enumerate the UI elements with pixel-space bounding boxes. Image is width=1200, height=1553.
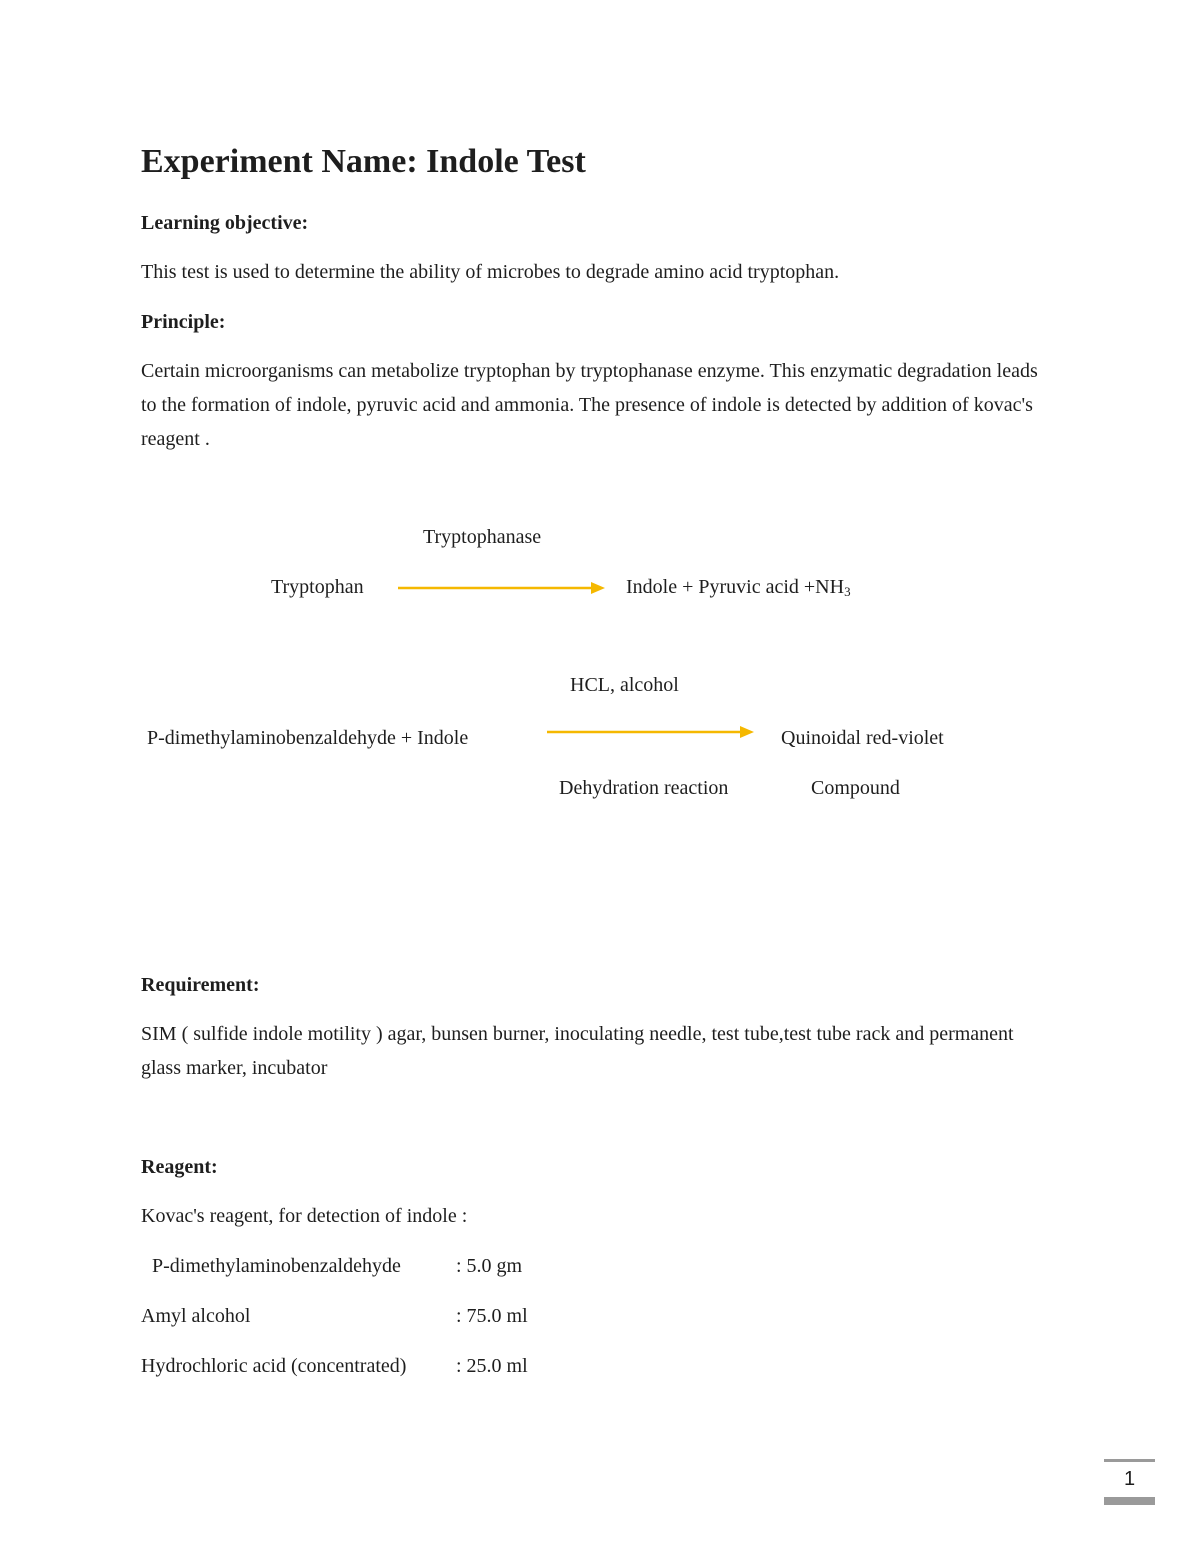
page-number-bottom-rule [1104, 1497, 1155, 1505]
reaction2-arrow-icon [547, 722, 757, 742]
reaction2-product: Quinoidal red-violet [781, 727, 944, 749]
reaction2-condition-bottom: Dehydration reaction [559, 777, 729, 799]
reaction2-condition-top: HCL, alcohol [570, 674, 679, 696]
reaction2-product-line2: Compound [811, 777, 900, 799]
reaction1-enzyme: Tryptophanase [423, 526, 542, 548]
reaction1-product-subscript: 3 [844, 584, 851, 599]
principle-text: Certain microorganisms can metabolize tryptophan by tryptophanase enzyme. This enzymatic degradation leads to the formation of indole, pyruvic acid and ammonia. The presence of indole is detected by addition of kovac's reagent . [141, 360, 1038, 450]
reagent-heading: Reagent: [141, 1156, 218, 1178]
learning-objective-text: This test is used to determine the ability of microbes to degrade amino acid tryptophan. [141, 261, 840, 283]
reagent-item-name: Amyl alcohol [141, 1305, 251, 1327]
page-title: Experiment Name: Indole Test [141, 143, 586, 180]
requirement-text: SIM ( sulfide indole motility ) agar, bunsen burner, inoculating needle, test tube,test tube rack and permanent glass marker, incubator [141, 1023, 1014, 1079]
page-number: 1 [1123, 1468, 1136, 1490]
reagent-item-value: : 75.0 ml [456, 1305, 528, 1327]
requirement-heading: Requirement: [141, 974, 260, 996]
reaction2-reactant: P-dimethylaminobenzaldehyde + Indole [147, 727, 469, 749]
reagent-item-name: Hydrochloric acid (concentrated) [141, 1355, 407, 1377]
principle-heading: Principle: [141, 311, 226, 333]
page-number-top-rule [1104, 1459, 1155, 1462]
page-number-box [1104, 1459, 1155, 1505]
reaction1-product: Indole + Pyruvic acid $+NH_3$ [626, 576, 851, 599]
reaction1-reactant: Tryptophan [271, 576, 364, 598]
reagent-intro: Kovac's reagent, for detection of indole : [141, 1205, 468, 1227]
reaction1-arrow-icon [398, 578, 608, 598]
reagent-item-name: P-dimethylaminobenzaldehyde [152, 1255, 401, 1277]
learning-objective-heading: Learning objective: [141, 212, 309, 234]
reagent-item-value: : 5.0 gm [456, 1255, 523, 1277]
reagent-item-value: : 25.0 ml [456, 1355, 528, 1377]
